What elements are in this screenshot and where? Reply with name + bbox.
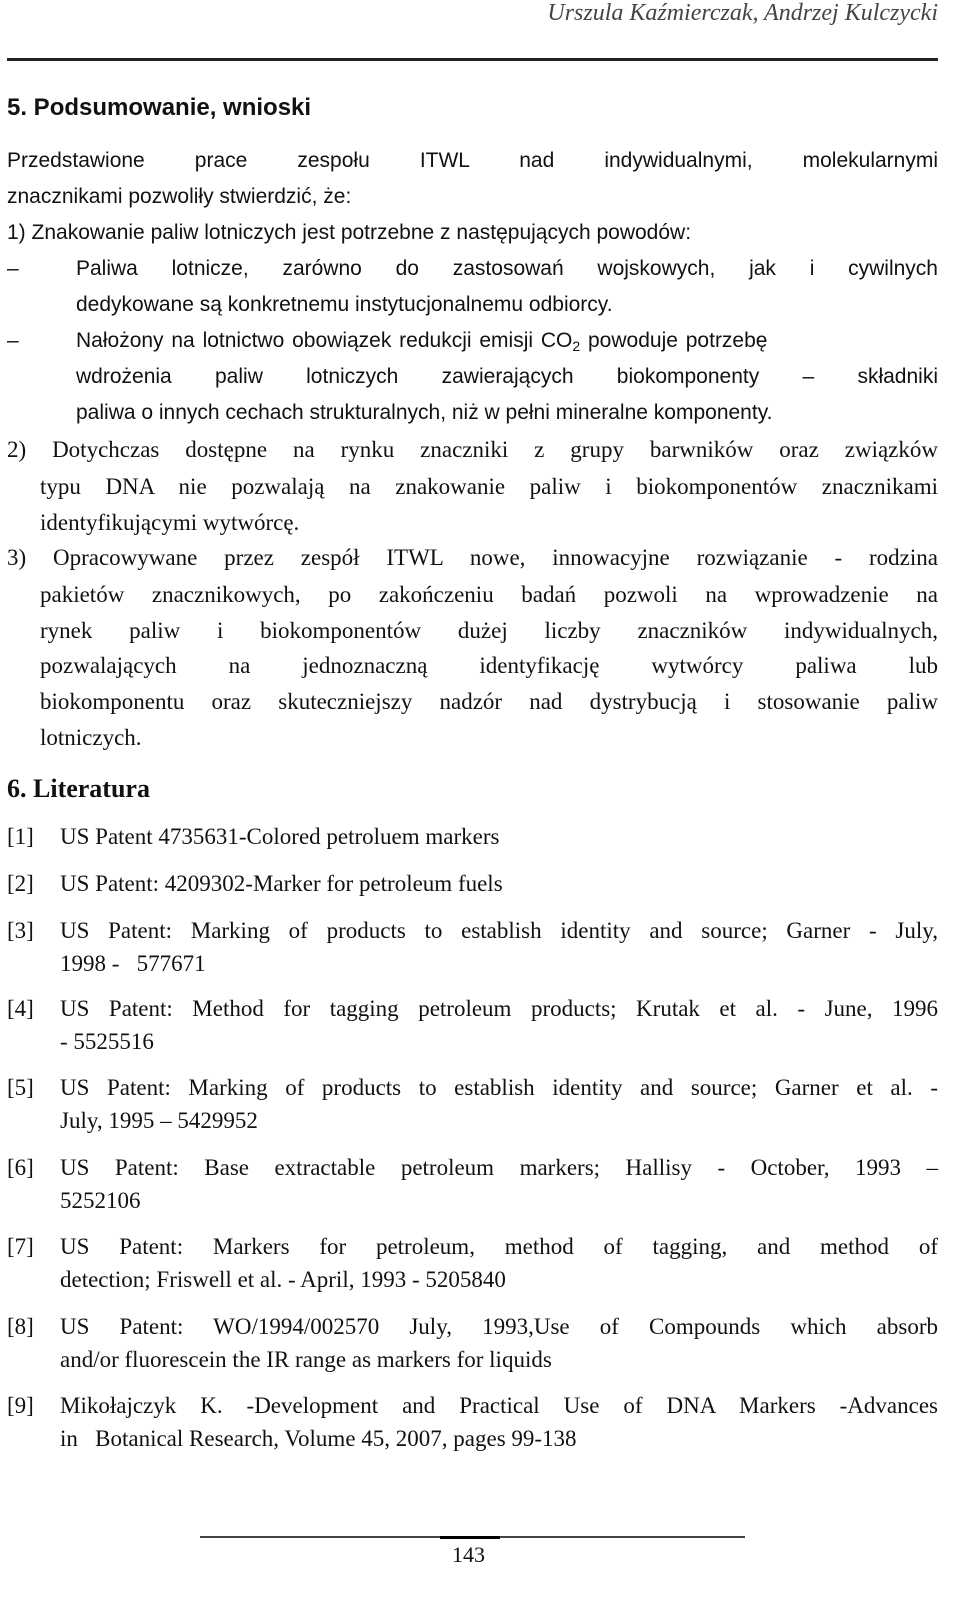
- page-number: 143: [452, 1542, 485, 1567]
- ref-5-line-1: US Patent: Marking of products to establish identity and source; Garner et al. -: [60, 1075, 938, 1100]
- ref-6-number: [6]: [7, 1155, 34, 1180]
- ref-8-line-1: US Patent: WO/1994/002570 July, 1993,Use of Compounds which absorb: [60, 1314, 938, 1339]
- point-3-line-3: rynek paliw i biokomponentów dużej liczby znaczników indywidualnych,: [40, 618, 938, 643]
- point-3-line-1: 3) Opracowywane przez zespół ITWL nowe, innowacyjne rozwiązanie - rodzina: [7, 545, 938, 570]
- ref-1-number: [1]: [7, 824, 34, 849]
- bullet-1-line-2: dedykowane są konkretnemu instytucjonalnemu odbiorcy.: [76, 293, 613, 316]
- ref-2-text: US Patent: 4209302-Marker for petroleum fuels: [60, 871, 503, 896]
- section-6-title: 6. Literatura: [7, 774, 150, 803]
- bullet-2-line-1: Nałożony na lotnictwo obowiązek redukcji emisji $CO_2$ powoduje potrzebę: [76, 329, 768, 354]
- ref-4-line-2: - 5525516: [60, 1029, 154, 1054]
- ref-9-line-1: Mikołajczyk K. -Development and Practical Use of DNA Markers -Advances: [60, 1393, 938, 1418]
- ref-9-number: [9]: [7, 1393, 34, 1418]
- intro-line-2: znacznikami pozwoliły stwierdzić, że:: [7, 185, 352, 208]
- bullet-dash: –: [7, 257, 19, 280]
- bullet-1-line-1: Paliwa lotnicze, zarówno do zastosowań wojskowych, jak i cywilnych: [76, 257, 938, 280]
- point-2-line-2: typu DNA nie pozwalają na znakowanie paliw i biokomponentów znacznikami: [40, 474, 938, 499]
- ref-3-number: [3]: [7, 918, 34, 943]
- point-3-line-5: biokomponentu oraz skuteczniejszy nadzór nad dystrybucją i stosowanie paliw: [40, 689, 938, 714]
- ref-5-number: [5]: [7, 1075, 34, 1100]
- point-3-line-4: pozwalających na jednoznaczną identyfikację wytwórcy paliwa lub: [40, 653, 938, 678]
- bullet-2-line-3: paliwa o innych cechach strukturalnych, niż w pełni mineralne komponenty.: [76, 401, 773, 424]
- intro-line-1: Przedstawione prace zespołu ITWL nad indywidualnymi, molekularnymi: [7, 149, 938, 172]
- ref-7-number: [7]: [7, 1234, 34, 1259]
- ref-1-text: US Patent 4735631-Colored petroluem markers: [60, 824, 500, 849]
- ref-7-line-1: US Patent: Markers for petroleum, method of tagging, and method of: [60, 1234, 938, 1259]
- point-2-line-1: 2) Dotychczas dostępne na rynku znaczniki z grupy barwników oraz związków: [7, 437, 938, 462]
- ref-7-line-2: detection; Friswell et al. - April, 1993 - 5205840: [60, 1267, 506, 1292]
- ref-3-line-1: US Patent: Marking of products to establish identity and source; Garner - July,: [60, 918, 938, 943]
- ref-6-line-1: US Patent: Base extractable petroleum markers; Hallisy - October, 1993 –: [60, 1155, 938, 1180]
- ref-8-number: [8]: [7, 1314, 34, 1339]
- ref-8-line-2: and/or fluorescein the IR range as markers for liquids: [60, 1347, 552, 1372]
- point-2-line-3: identyfikującymi wytwórcę.: [40, 510, 300, 535]
- ref-4-number: [4]: [7, 996, 34, 1021]
- bullet-dash: –: [7, 329, 19, 352]
- point-1: 1) Znakowanie paliw lotniczych jest potrzebne z następujących powodów:: [7, 221, 692, 244]
- point-3-line-2: pakietów znacznikowych, po zakończeniu badań pozwoli na wprowadzenie na: [40, 582, 938, 607]
- footer-rule-accent: [440, 1536, 500, 1539]
- header-rule: [7, 58, 938, 61]
- ref-6-line-2: 5252106: [60, 1188, 141, 1213]
- running-header-authors: Urszula Kaźmierczak, Andrzej Kulczycki: [547, 0, 938, 26]
- section-5-title: 5. Podsumowanie, wnioski: [7, 94, 312, 121]
- bullet-2-line-2: wdrożenia paliw lotniczych zawierających biokomponenty – składniki: [76, 365, 938, 388]
- ref-2-number: [2]: [7, 871, 34, 896]
- ref-9-line-2: in Botanical Research, Volume 45, 2007, pages 99-138: [60, 1426, 577, 1451]
- ref-3-line-2: 1998 - 577671: [60, 951, 206, 976]
- point-3-line-6: lotniczych.: [40, 725, 142, 750]
- ref-5-line-2: July, 1995 – 5429952: [60, 1108, 258, 1133]
- ref-4-line-1: US Patent: Method for tagging petroleum products; Krutak et al. - June, 1996: [60, 996, 938, 1021]
